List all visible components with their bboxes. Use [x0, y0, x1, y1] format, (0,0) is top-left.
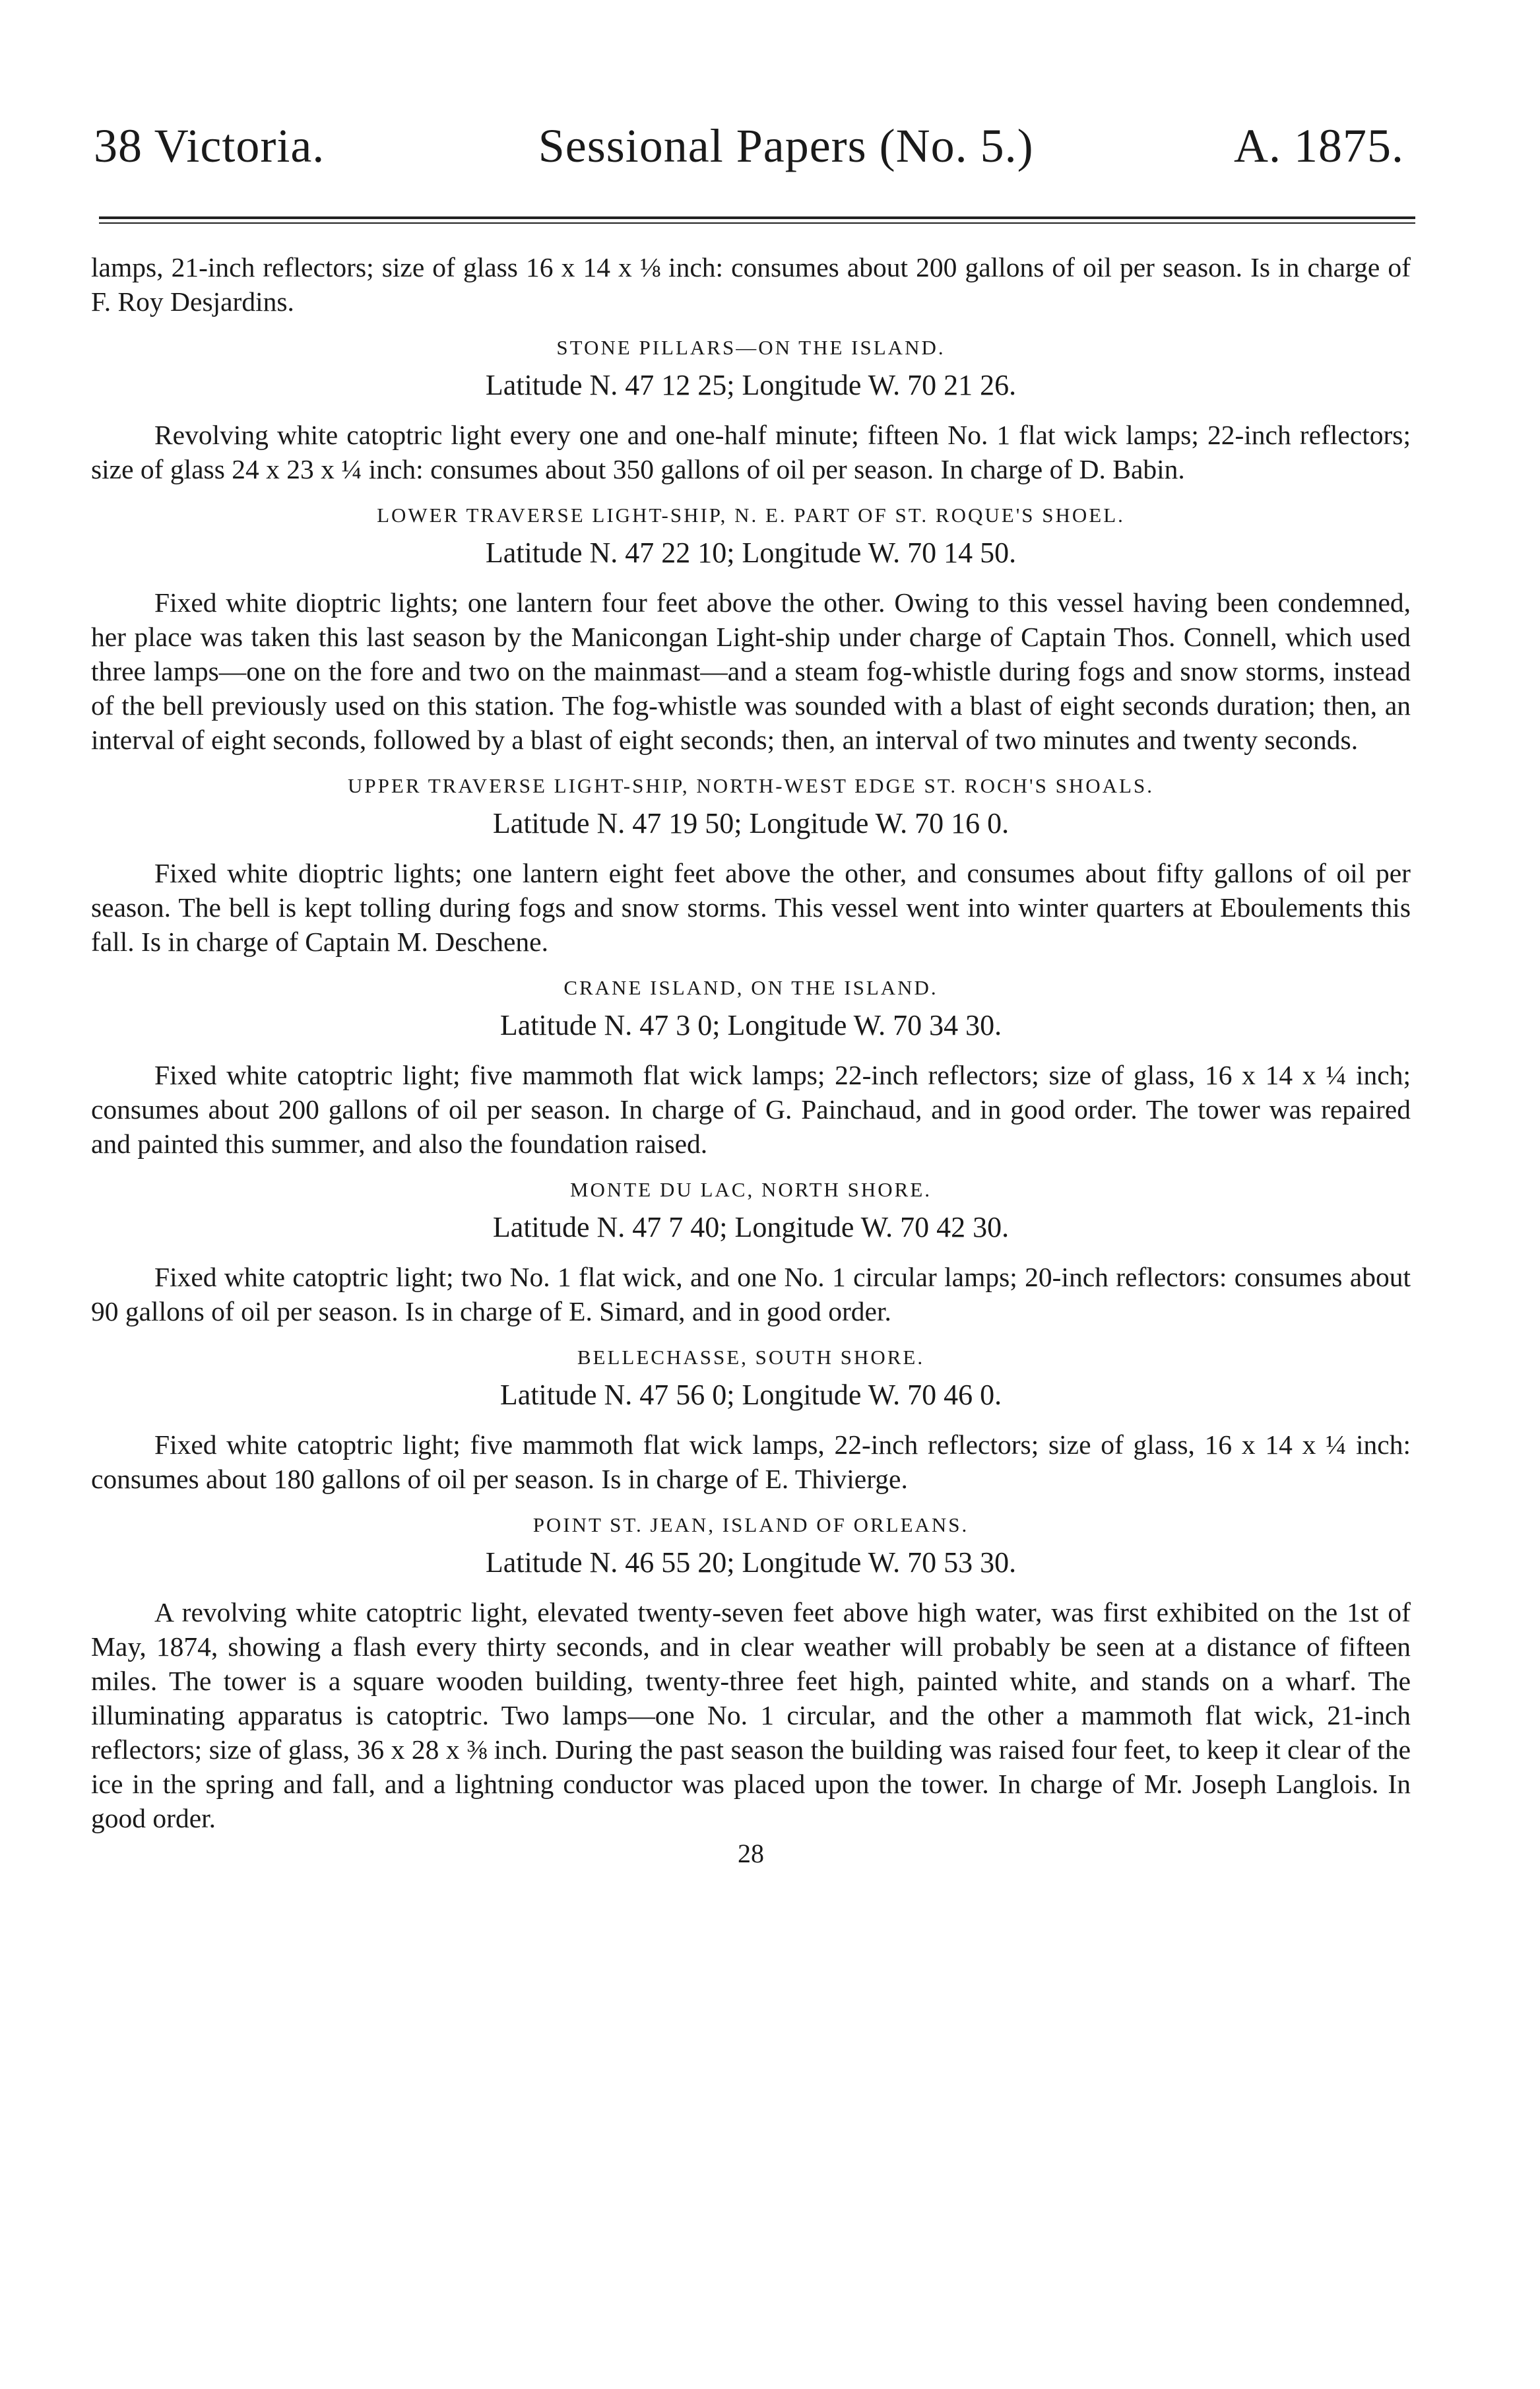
section-heading: CRANE ISLAND, ON THE ISLAND.	[563, 976, 938, 999]
section-text: Fixed white catoptric light; two No. 1 flat wick, and one No. 1 circular lamps; 20-inch reflectors: consumes about 90 gallons of oil per season. Is in charge of E. Simard, and in good order.	[91, 1262, 1411, 1326]
section-latlong: Latitude N. 47 12 25; Longitude W. 70 21 26.	[485, 369, 1017, 401]
section-crane-island	[91, 975, 1411, 1161]
intro-paragraph: lamps, 21-inch reflectors; size of glass 16 x 14 x ⅛ inch: consumes about 200 gallons of oil per season. Is in charge of F. Roy Desjardins.	[91, 252, 1411, 317]
section-lower-traverse	[91, 502, 1411, 757]
header-rule	[99, 216, 1415, 224]
section-latlong: Latitude N. 47 56 0; Longitude W. 70 46 0.	[499, 1379, 1002, 1411]
page-number: 28	[738, 1839, 764, 1868]
section-text: Fixed white catoptric light; five mammoth flat wick lamps; 22-inch reflectors; size of glass, 16 x 14 x ¼ inch; consumes about 200 gallons of oil per season. In charge of G. Painchaud, and in good order. The tower was repaired and painted this summer, and also the foundation raised.	[91, 1060, 1411, 1159]
section-stone-pillars	[91, 335, 1411, 486]
section-text: A revolving white catoptric light, elevated twenty-seven feet above high water, was first exhibited on the 1st of May, 1874, showing a flash every thirty seconds, and in clear weather will probably be seen at a distance of fifteen miles. The tower is a square wooden building, twenty-three feet high, painted white, and stands on a wharf. The illuminating apparatus is catoptric. Two lamps—one No. 1 circular, and the other a mammoth flat wick, 21-inch reflectors; size of glass, 36 x 28 x ⅜ inch. During the past season the building was raised four feet, to keep it clear of the ice in the spring and fall, and a lightning conductor was placed upon the tower. In charge of Mr. Joseph Langlois. In good order.	[91, 1597, 1411, 1833]
section-heading: MONTE DU LAC, NORTH SHORE.	[569, 1178, 932, 1201]
section-heading: STONE PILLARS—ON THE ISLAND.	[556, 336, 946, 359]
section-text: Fixed white dioptric lights; one lantern four feet above the other. Owing to this vessel having been condemned, her place was taken this last season by the Manicongan Light-ship under charge of Captain Thos. Connell, which used three lamps—one on the fore and two on the mainmast—and a steam fog-whistle during fogs and snow storms, instead of the bell previously used on this station. The fog-whistle was sounded with a blast of eight seconds duration; then, an interval of eight seconds, followed by a blast of eight seconds; then, an interval of two minutes and twenty seconds.	[91, 587, 1411, 755]
section-latlong: Latitude N. 46 55 20; Longitude W. 70 53 30.	[485, 1546, 1017, 1579]
section-bellechasse	[91, 1344, 1411, 1496]
section-text: Fixed white dioptric lights; one lantern eight feet above the other, and consumes about fifty gallons of oil per season. The bell is kept tolling during fogs and snow storms. This vessel went into winter quarters at Eboulements this fall. Is in charge of Captain M. Deschene.	[91, 858, 1411, 957]
section-point-st-jean	[91, 1512, 1411, 1835]
header-year: A. 1875.	[1234, 119, 1404, 172]
header-volume: 38 Victoria.	[94, 119, 325, 172]
section-latlong: Latitude N. 47 19 50; Longitude W. 70 16 0.	[492, 807, 1010, 839]
section-upper-traverse	[91, 773, 1411, 959]
section-latlong: Latitude N. 47 3 0; Longitude W. 70 34 30.	[499, 1009, 1002, 1041]
header-title: Sessional Papers (No. 5.)	[538, 119, 1034, 172]
section-heading: UPPER TRAVERSE LIGHT-SHIP, NORTH-WEST EDGE ST. ROCH'S SHOALS.	[348, 774, 1154, 797]
section-monte-du-lac	[91, 1177, 1411, 1328]
section-text: Revolving white catoptric light every one and one-half minute; fifteen No. 1 flat wick lamps; 22-inch reflectors; size of glass 24 x 23 x ¼ inch: consumes about 350 gallons of oil per season. In charge of D. Babin.	[91, 420, 1411, 484]
section-latlong: Latitude N. 47 22 10; Longitude W. 70 14 50.	[485, 537, 1017, 569]
section-latlong: Latitude N. 47 7 40; Longitude W. 70 42 30.	[492, 1211, 1010, 1243]
running-header	[91, 119, 1411, 182]
section-text: Fixed white catoptric light; five mammoth flat wick lamps, 22-inch reflectors; size of glass, 16 x 14 x ¼ inch: consumes about 180 gallons of oil per season. Is in charge of E. Thivierge.	[91, 1429, 1411, 1494]
document-page	[91, 119, 1411, 1871]
page-content	[91, 250, 1411, 1871]
section-heading: BELLECHASSE, SOUTH SHORE.	[577, 1346, 925, 1369]
section-heading: LOWER TRAVERSE LIGHT-SHIP, N. E. PART OF ST. ROQUE'S SHOEL.	[377, 504, 1125, 527]
section-heading: POINT ST. JEAN, ISLAND OF ORLEANS.	[532, 1513, 969, 1536]
